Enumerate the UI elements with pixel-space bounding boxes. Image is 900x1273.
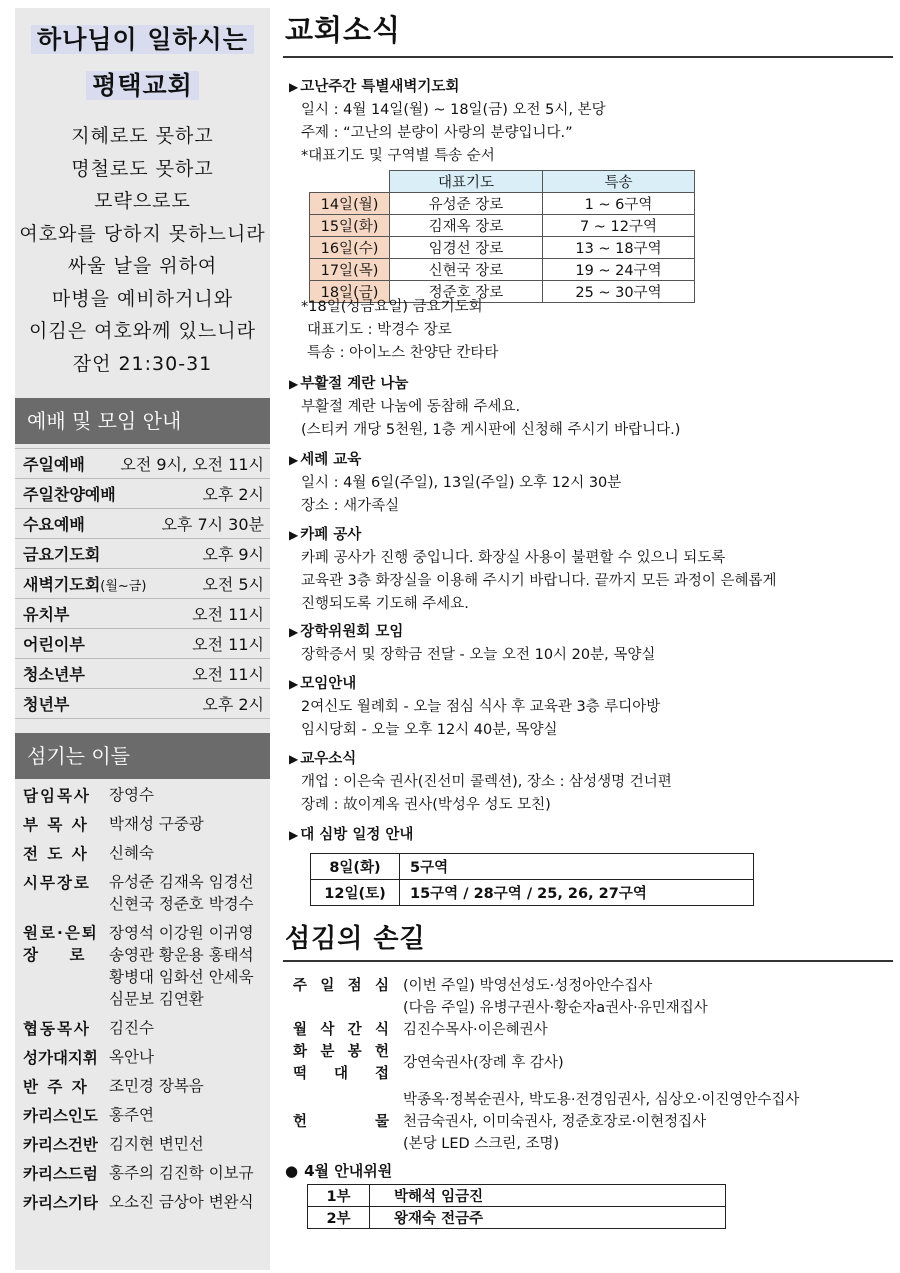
servant-names: 박재성 구중광 [109, 815, 204, 833]
news-heading: ▶ 모임안내 [289, 673, 889, 696]
servant-row [23, 871, 273, 915]
news-heading: ▶ 부활절 계란 나눔 [289, 373, 889, 396]
visit-day: 12일(토) [311, 880, 400, 906]
care-label-char: 일 [320, 978, 335, 994]
servant-names: 오소진 금상아 변완식 [109, 1193, 254, 1211]
servant-names: 유성준 김재옥 임경선 신현국 정준호 박경수 [109, 873, 254, 913]
worship-time: 오전 11시 [192, 665, 264, 684]
care-value: 김진수목사·이은혜권사 [403, 1022, 548, 1038]
main-content [283, 0, 893, 1273]
worship-row [15, 509, 270, 539]
news-line: 특송 : 아이노스 찬양단 칸타타 [307, 345, 499, 361]
guides-title: ● 4월 안내위원 [285, 1160, 392, 1181]
servant-role: 시무장로 [23, 874, 91, 892]
title-divider [283, 56, 893, 58]
verse-line: 모략으로도 [94, 190, 191, 212]
worship-time: 오전 9시, 오전 11시 [120, 455, 264, 474]
news-line: 부활절 계란 나눔에 동참해 주세요. [301, 399, 521, 415]
servant-names: 신혜숙 [109, 844, 154, 862]
left-sidebar [15, 8, 270, 1270]
news-heading: ▶ 대 심방 일정 안내 [289, 824, 889, 847]
care-value-line: (본당 LED 스크린, 조명) [403, 1136, 560, 1152]
worship-row [15, 689, 270, 719]
news-item-members [289, 748, 889, 817]
news-item-cafe [289, 524, 889, 616]
worship-name: 주일찬양예배 [23, 485, 116, 504]
news-item-visitation [289, 824, 889, 847]
care-label-group [293, 1041, 403, 1085]
worship-name: 청소년부 [23, 665, 85, 684]
care-label-char: 삭 [320, 1022, 335, 1038]
news-line: 교육관 3층 화장실을 이용해 주시기 바랍니다. 끝까지 모든 과정이 은혜롭게 [301, 573, 777, 589]
worship-time: 오후 9시 [202, 545, 264, 564]
table-row [310, 237, 695, 259]
worship-name: 금요기도회 [23, 545, 101, 564]
care-row [293, 975, 893, 1019]
table-header-row [310, 171, 695, 193]
servant-role: 부 목 사 [23, 816, 89, 834]
table-cell-day: 17일(목) [310, 259, 390, 281]
servant-role: 협동목사 [23, 1020, 91, 1038]
verse-line: 지혜로도 못하고 [71, 125, 214, 147]
worship-name: 청년부 [23, 695, 70, 714]
servant-role: 원로·은퇴 장 로 [23, 924, 107, 964]
worship-name: 어린이부 [23, 635, 85, 654]
worship-row [15, 629, 270, 659]
servant-row [23, 922, 273, 1010]
news-heading: ▶ 교우소식 [289, 748, 889, 771]
servant-row [23, 784, 273, 806]
verse-line: 이김은 여호와께 있느니라 [29, 320, 256, 342]
news-heading: ▶ 세례 교육 [289, 449, 889, 472]
care-label-char: 봉 [347, 1044, 362, 1060]
care-section-title: 섬김의 손길 [285, 924, 426, 954]
servant-names: 김진수 [109, 1019, 154, 1037]
news-line: *대표기도 및 구역별 특송 순서 [301, 148, 495, 164]
care-label-char: 떡 [293, 1066, 308, 1082]
worship-name-suffix: (월~금) [100, 579, 147, 594]
servant-row [23, 1162, 273, 1184]
care-label-char: 점 [347, 978, 362, 994]
care-label [293, 975, 403, 1019]
care-row [293, 1041, 893, 1085]
verse-line: 명철로도 못하고 [71, 157, 214, 180]
table-cell-day: 14일(월) [310, 193, 390, 215]
visitation-table [310, 853, 754, 906]
worship-row [15, 539, 270, 569]
table-corner [310, 171, 390, 193]
care-label-char: 대 [333, 1066, 348, 1082]
news-heading: ▶ 카페 공사 [289, 524, 889, 547]
care-label-char: 접 [374, 1066, 389, 1082]
servant-names: 옥안나 [109, 1048, 154, 1066]
table-header: 특송 [543, 171, 695, 193]
servant-role: 카리스인도 [23, 1107, 98, 1125]
news-line: *18일(성금요일) 금요기도회 [301, 299, 483, 315]
worship-row [15, 599, 270, 629]
table-cell-rep: 김재옥 장로 [390, 215, 543, 237]
care-label-char: 헌 [374, 1044, 389, 1060]
worship-name: 주일예배 [23, 455, 85, 474]
news-line: (스티커 개당 5천원, 1층 게시판에 신청해 주시기 바랍니다.) [301, 422, 681, 438]
servants-section-title: 섬기는 이들 [15, 733, 270, 779]
news-heading: ▶ 장학위원회 모임 [289, 621, 889, 644]
servant-names: 장영석 이강원 이귀영 송영관 황운용 홍태석 황병대 임화선 안세욱 심문보 김연환 [109, 924, 254, 1008]
verse-line: 싸울 날을 위하여 [67, 255, 218, 277]
care-row [293, 1089, 893, 1155]
table-cell-rep: 임경선 장로 [390, 237, 543, 259]
worship-schedule [15, 448, 270, 719]
worship-name: 새벽기도회 [23, 575, 101, 594]
table-cell-sp: 7 ~ 12구역 [543, 215, 695, 237]
table-header: 대표기도 [390, 171, 543, 193]
table-cell-rep: 유성준 장로 [390, 193, 543, 215]
news-line: 일시 : 4월 14일(월) ~ 18일(금) 오전 5시, 본당 [301, 102, 606, 118]
care-row [293, 1019, 893, 1041]
servant-role: 반 주 자 [23, 1078, 89, 1096]
verse-line: 마병을 예비하거니와 [51, 287, 234, 310]
table-cell-sp: 25 ~ 30구역 [543, 281, 695, 303]
care-value-line: (이번 주일) 박영선성도·성정아안수집사 [403, 978, 653, 994]
table-cell-day: 15일(화) [310, 215, 390, 237]
care-value-line: 천금숙권사, 이미숙권사, 정준호장로·이현정집사 [403, 1114, 707, 1130]
news-item-prayer-friday [289, 296, 889, 365]
servant-names: 김지현 변민선 [109, 1135, 204, 1153]
servant-role: 성가대지휘 [23, 1049, 98, 1067]
care-label-char: 식 [374, 1022, 389, 1038]
news-line: 장학증서 및 장학금 전달 - 오늘 오전 10시 20분, 목양실 [301, 647, 656, 663]
worship-row [15, 569, 270, 599]
care-value: 강연숙권사(장례 후 감사) [403, 1055, 564, 1071]
servants-list [23, 784, 273, 1220]
verse-line: 여호와를 당하지 못하느니라 [19, 222, 266, 245]
church-name-line1: 하나님이 일하시는 [15, 20, 270, 56]
news-line: 진행되도록 기도해 주세요. [301, 596, 469, 612]
news-item-baptism [289, 449, 889, 518]
guides-table [307, 1184, 726, 1229]
guide-part: 1부 [308, 1185, 370, 1207]
care-label-char: 분 [320, 1044, 335, 1060]
care-value [403, 1089, 893, 1155]
table-cell-rep: 정준호 장로 [390, 281, 543, 303]
servant-names: 장영수 [109, 786, 154, 804]
care-label-char: 월 [293, 1022, 308, 1038]
table-cell-sp: 1 ~ 6구역 [543, 193, 695, 215]
table-row [308, 1207, 726, 1229]
servant-names: 홍주연 [109, 1106, 154, 1124]
worship-name-group [23, 572, 146, 595]
servant-role: 전 도 사 [23, 845, 89, 863]
worship-row [15, 479, 270, 509]
servant-row [23, 842, 273, 864]
news-item-meetings [289, 673, 889, 742]
servant-role: 카리스기타 [23, 1194, 98, 1212]
news-line: 일시 : 4월 6일(주일), 13일(주일) 오후 12시 30분 [301, 475, 622, 491]
table-row [310, 259, 695, 281]
servant-row [23, 1191, 273, 1213]
verse-reference: 잠언 21:30-31 [72, 352, 213, 375]
bible-verse [15, 120, 270, 380]
table-row [310, 193, 695, 215]
news-line: 주제 : “고난의 분량이 사랑의 분량입니다.” [301, 125, 573, 141]
guide-part: 2부 [308, 1207, 370, 1229]
worship-section-title: 예배 및 모임 안내 [15, 398, 270, 444]
care-label [293, 1041, 403, 1063]
care-label [293, 1089, 403, 1155]
worship-time: 오후 2시 [202, 485, 264, 504]
news-item-scholarship [289, 621, 889, 667]
worship-time: 오전 11시 [192, 605, 264, 624]
news-line: 임시당회 - 오늘 오후 12시 40분, 목양실 [301, 722, 558, 738]
care-label [293, 1063, 403, 1085]
care-divider [283, 960, 893, 962]
servant-role: 카리스건반 [23, 1136, 98, 1154]
news-heading: ▶ 고난주간 특별새벽기도회 [289, 76, 889, 99]
care-value-line: (다음 주일) 유병구권사·황순자a권사·유민재집사 [403, 1000, 708, 1016]
news-item-easter [289, 373, 889, 442]
care-list [293, 975, 893, 1155]
news-item-prayer [289, 76, 889, 168]
care-label-char: 화 [293, 1044, 308, 1060]
care-label-char: 간 [347, 1022, 362, 1038]
servant-row [23, 1075, 273, 1097]
servant-row [23, 813, 273, 835]
care-label-char: 주 [293, 978, 308, 994]
table-cell-day: 18일(금) [310, 281, 390, 303]
church-name-line2: 평택교회 [15, 66, 270, 102]
table-cell-sp: 19 ~ 24구역 [543, 259, 695, 281]
worship-time: 오전 11시 [192, 635, 264, 654]
care-value-line: 박종옥·정복순권사, 박도용·전경임권사, 심상오·이진영안수집사 [403, 1092, 800, 1108]
table-row [311, 880, 754, 906]
page-title: 교회소식 [285, 13, 402, 47]
table-row [310, 215, 695, 237]
visit-place: 5구역 [400, 854, 754, 880]
news-line: 카페 공사가 진행 중입니다. 화장실 사용이 불편할 수 있으니 되도록 [301, 550, 726, 566]
care-value [403, 975, 893, 1019]
worship-row [15, 659, 270, 689]
servant-row [23, 1017, 273, 1039]
servant-role: 카리스드럼 [23, 1165, 98, 1183]
servant-names: 홍주의 김진학 이보규 [109, 1164, 254, 1182]
news-line: 2여신도 월례회 - 오늘 점심 식사 후 교육관 3층 루디아방 [301, 699, 661, 715]
table-cell-sp: 13 ~ 18구역 [543, 237, 695, 259]
visit-day: 8일(화) [311, 854, 400, 880]
worship-name: 수요예배 [23, 515, 85, 534]
table-row [308, 1185, 726, 1207]
worship-row [15, 449, 270, 479]
worship-time: 오후 7시 30분 [161, 515, 264, 534]
table-cell-day: 16일(수) [310, 237, 390, 259]
worship-name: 유치부 [23, 605, 70, 624]
guide-names: 왕재숙 전금주 [370, 1207, 726, 1229]
servant-role: 담임목사 [23, 787, 91, 805]
prayer-schedule-table [309, 170, 695, 303]
servant-row [23, 1046, 273, 1068]
news-line: 대표기도 : 박경수 장로 [307, 322, 452, 338]
news-line: 장례 : 故이계옥 권사(박성우 성도 모친) [301, 797, 551, 813]
care-label-char: 심 [374, 978, 389, 994]
care-label-char: 헌 [293, 1114, 308, 1130]
care-label-char: 물 [374, 1114, 389, 1130]
servant-row [23, 1133, 273, 1155]
servant-row [23, 1104, 273, 1126]
news-line: 장소 : 새가족실 [301, 498, 400, 514]
table-row [311, 854, 754, 880]
worship-time: 오전 5시 [202, 575, 264, 594]
table-cell-rep: 신현국 장로 [390, 259, 543, 281]
care-label [293, 1019, 403, 1041]
worship-time: 오후 2시 [202, 695, 264, 714]
news-line: 개업 : 이은숙 권사(진선미 콜렉션), 장소 : 삼성생명 건너편 [301, 774, 672, 790]
servant-names: 조민경 장복음 [109, 1077, 204, 1095]
guide-names: 박해석 임금진 [370, 1185, 726, 1207]
visit-place: 15구역 / 28구역 / 25, 26, 27구역 [400, 880, 754, 906]
